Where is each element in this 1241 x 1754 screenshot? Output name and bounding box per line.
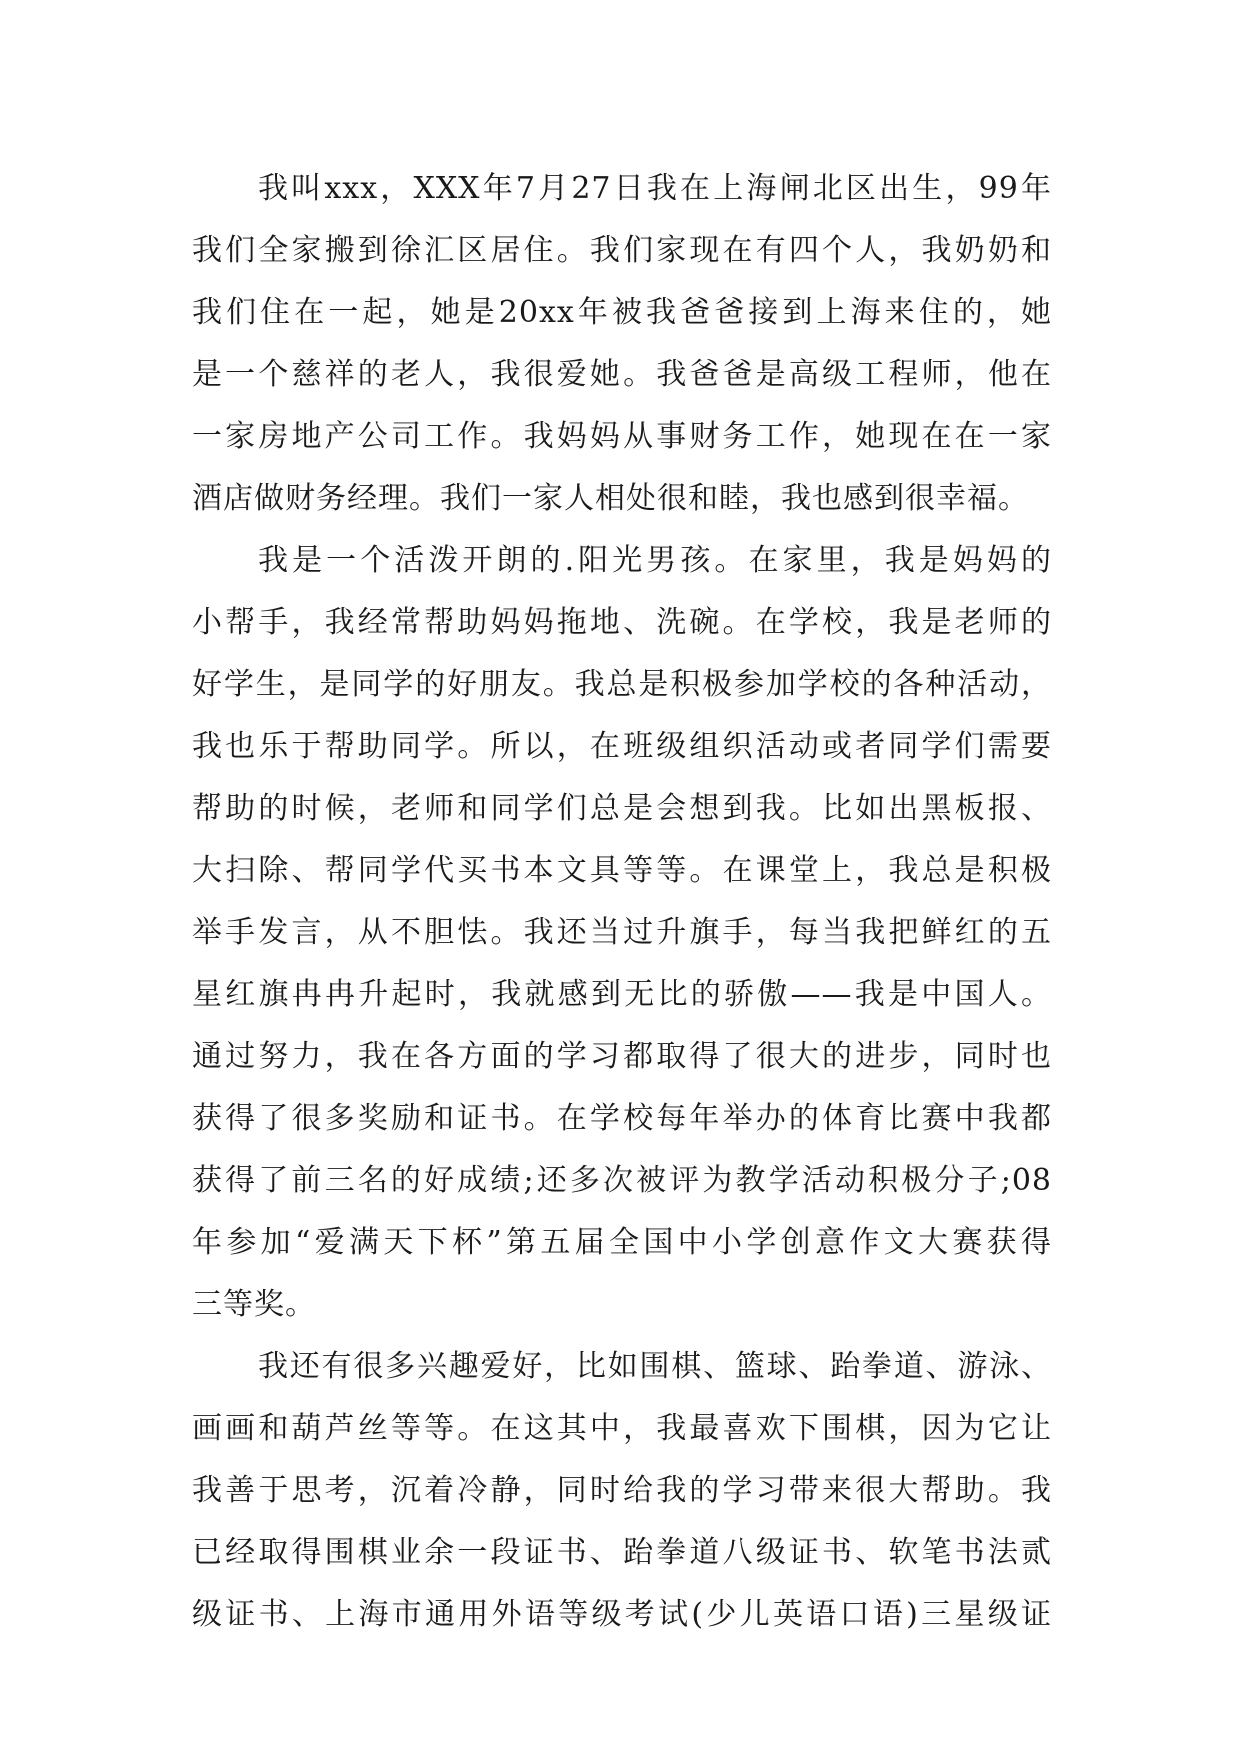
paragraph-3-line-3: 我善于思考，沉着冷静，同时给我的学习带来很大帮助。我 [192,1473,1052,1508]
paragraph-2-line-11: 获得了前三名的好成绩;还多次被评为教学活动积极分子;08 [192,1163,1052,1198]
paragraph-2-line-12: 年参加“爱满天下杯”第五届全国中小学创意作文大赛获得 [192,1225,1052,1260]
paragraph-2-line-5: 帮助的时候，老师和同学们总是会想到我。比如出黑板报、 [192,791,1052,826]
paragraph-1-line-5: 一家房地产公司工作。我妈妈从事财务工作，她现在在一家 [192,419,1052,454]
paragraph-2-line-9: 通过努力，我在各方面的学习都取得了很大的进步，同时也 [192,1039,1052,1074]
paragraph-2-line-6: 大扫除、帮同学代买书本文具等等。在课堂上，我总是积极 [192,853,1052,888]
paragraph-3-line-2: 画画和葫芦丝等等。在这其中，我最喜欢下围棋，因为它让 [192,1411,1052,1446]
paragraph-1-line-1: 我叫xxx，XXX年7月27日我在上海闸北区出生，99年 [258,171,1052,206]
paragraph-1-line-6: 酒店做财务经理。我们一家人相处很和睦，我也感到很幸福。 [192,481,1029,516]
paragraph-1-line-3: 我们住在一起，她是20xx年被我爸爸接到上海来住的，她 [192,295,1052,330]
paragraph-2-line-4: 我也乐于帮助同学。所以，在班级组织活动或者同学们需要 [192,729,1052,764]
paragraph-3-line-5: 级证书、上海市通用外语等级考试(少儿英语口语)三星级证 [192,1597,1052,1632]
paragraph-2-line-3: 好学生，是同学的好朋友。我总是积极参加学校的各种活动， [192,667,1052,702]
paragraph-1-line-4: 是一个慈祥的老人，我很爱她。我爸爸是高级工程师，他在 [192,357,1052,392]
paragraph-2-line-7: 举手发言，从不胆怯。我还当过升旗手，每当我把鲜红的五 [192,915,1052,950]
paragraph-2-line-2: 小帮手，我经常帮助妈妈拖地、洗碗。在学校，我是老师的 [192,605,1052,640]
document-body [192,158,1052,1646]
paragraph-2-line-1: 我是一个活泼开朗的.阳光男孩。在家里，我是妈妈的 [258,543,1052,578]
paragraph-2-line-13: 三等奖。 [192,1287,316,1322]
paragraph-3-line-1: 我还有很多兴趣爱好，比如围棋、篮球、跆拳道、游泳、 [258,1349,1052,1384]
paragraph-1-line-2: 我们全家搬到徐汇区居住。我们家现在有四个人，我奶奶和 [192,233,1052,268]
paragraph-2-line-8: 星红旗冉冉升起时，我就感到无比的骄傲——我是中国人。 [192,977,1052,1012]
paragraph-3-line-4: 已经取得围棋业余一段证书、跆拳道八级证书、软笔书法贰 [192,1535,1052,1570]
paragraph-2-line-10: 获得了很多奖励和证书。在学校每年举办的体育比赛中我都 [192,1101,1052,1136]
